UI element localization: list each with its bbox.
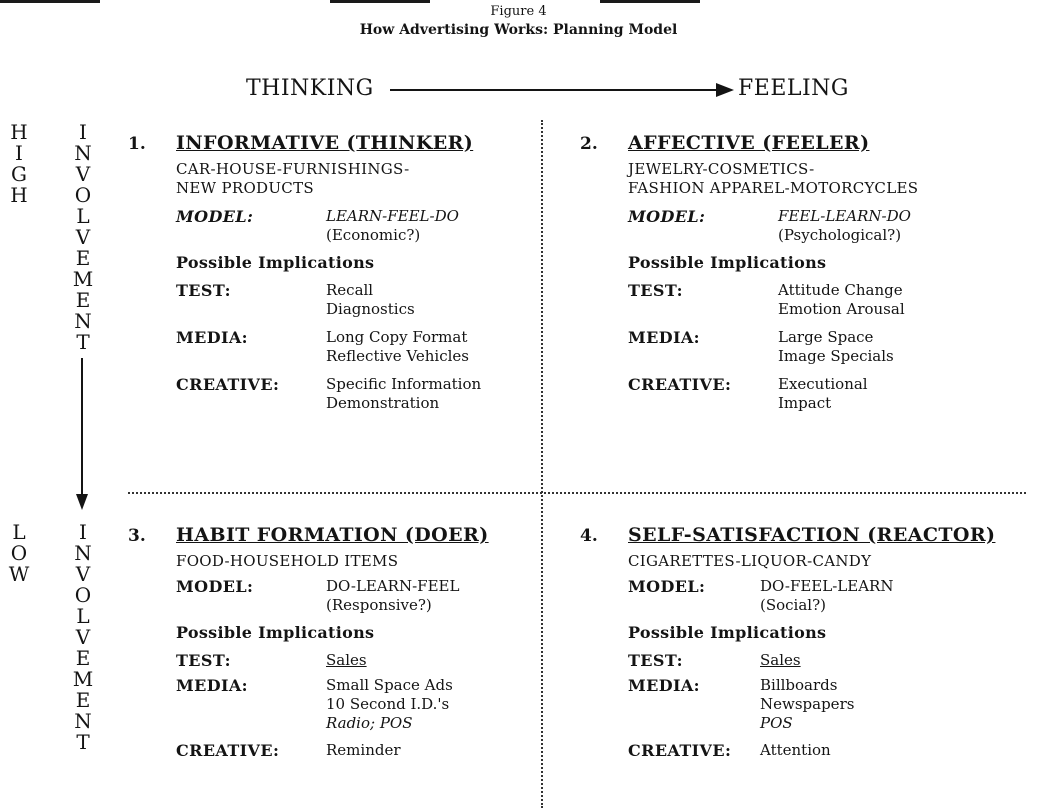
involvement-letter: T	[76, 730, 90, 754]
test-label: TEST:	[628, 281, 683, 300]
model-row	[628, 577, 1028, 615]
test-label: TEST:	[176, 651, 231, 670]
model-line: (Economic?)	[326, 226, 421, 244]
high-letter: I	[15, 141, 23, 165]
media-line: POS	[760, 714, 793, 732]
implications-label: Possible Implications	[176, 253, 375, 272]
test-row	[176, 651, 536, 670]
test-row	[176, 281, 536, 319]
creative-line: Attention	[760, 741, 831, 759]
high-letter: G	[11, 162, 27, 186]
high-involvement-label	[72, 122, 94, 353]
creative-value	[326, 375, 481, 413]
media-line: Long Copy Format	[326, 328, 468, 346]
model-value	[760, 577, 893, 615]
test-row	[628, 281, 1028, 319]
creative-row	[628, 741, 1028, 760]
quadrant-number: 4.	[580, 526, 598, 546]
test-line: Sales	[326, 651, 367, 669]
model-label: MODEL:	[628, 577, 706, 596]
involvement-letter: I	[79, 120, 87, 144]
media-label: MEDIA:	[176, 676, 248, 695]
involvement-letter: V	[75, 162, 91, 186]
test-value	[760, 651, 801, 670]
quadrant-header	[580, 132, 1028, 154]
quadrant-title: HABIT FORMATION (DOER)	[176, 524, 489, 546]
test-label: TEST:	[628, 651, 683, 670]
test-value	[326, 651, 367, 670]
product-line: FASHION APPAREL-MOTORCYCLES	[628, 179, 919, 197]
model-row	[176, 207, 536, 245]
model-line: (Social?)	[760, 596, 826, 614]
vertical-divider	[541, 120, 543, 808]
involvement-letter: M	[72, 667, 94, 691]
involvement-letter: V	[75, 225, 91, 249]
involvement-letter: E	[75, 646, 91, 670]
media-line: Large Space	[778, 328, 874, 346]
test-line: Diagnostics	[326, 300, 415, 318]
involvement-letter: E	[75, 246, 91, 270]
creative-row	[628, 375, 1028, 413]
test-line: Emotion Arousal	[778, 300, 905, 318]
involvement-letter: L	[76, 204, 90, 228]
axis-thinking: THINKING	[246, 76, 374, 101]
test-line: Sales	[760, 651, 801, 669]
test-line: Recall	[326, 281, 374, 299]
model-line: (Responsive?)	[326, 596, 432, 614]
involvement-letter: N	[74, 141, 92, 165]
involvement-letter: O	[74, 583, 92, 607]
top-rule-left	[0, 0, 100, 3]
media-value	[778, 328, 894, 366]
media-row	[628, 328, 1028, 366]
involvement-letter: V	[75, 625, 91, 649]
top-rule-middle	[330, 0, 430, 3]
quadrant-affective	[580, 132, 1028, 413]
media-line: Image Specials	[778, 347, 894, 365]
horizontal-divider	[128, 492, 1026, 494]
media-row	[176, 676, 536, 733]
involvement-letter: N	[74, 309, 92, 333]
creative-line: Impact	[778, 394, 832, 412]
creative-line: Demonstration	[326, 394, 440, 412]
product-line: CAR-HOUSE-FURNISHINGS-	[176, 160, 410, 178]
low-involvement-label	[72, 522, 94, 753]
model-line: (Psychological?)	[778, 226, 902, 244]
creative-value	[760, 741, 831, 760]
involvement-letter: E	[75, 688, 91, 712]
high-letter: H	[10, 183, 28, 207]
involvement-letter: V	[75, 562, 91, 586]
axis-arrow-line	[390, 89, 720, 91]
model-line: FEEL-LEARN-DO	[778, 207, 911, 225]
figure-label: Figure 4	[490, 4, 547, 19]
quadrant-products	[176, 160, 536, 198]
creative-label: CREATIVE:	[176, 741, 280, 760]
involvement-letter: E	[75, 288, 91, 312]
test-label: TEST:	[176, 281, 231, 300]
model-line: DO-FEEL-LEARN	[760, 577, 894, 595]
test-value	[326, 281, 415, 319]
test-line: Attitude Change	[778, 281, 903, 299]
involvement-letter: T	[76, 330, 90, 354]
quadrant-products	[628, 552, 1028, 571]
creative-value	[778, 375, 868, 413]
high-label	[8, 122, 30, 206]
media-row	[176, 328, 536, 366]
quadrant-products	[628, 160, 1028, 198]
media-label: MEDIA:	[176, 328, 248, 347]
quadrant-number: 1.	[128, 134, 146, 154]
creative-line: Reminder	[326, 741, 401, 759]
creative-value	[326, 741, 401, 760]
product-line: FOOD-HOUSEHOLD ITEMS	[176, 552, 399, 570]
media-line: Reflective Vehicles	[326, 347, 469, 365]
media-line: Radio; POS	[326, 714, 413, 732]
involvement-letter: O	[74, 183, 92, 207]
low-letter: O	[10, 541, 28, 565]
creative-label: CREATIVE:	[176, 375, 280, 394]
media-label: MEDIA:	[628, 676, 700, 695]
high-letter: H	[10, 120, 28, 144]
quadrant-title: INFORMATIVE (THINKER)	[176, 132, 474, 154]
model-row	[628, 207, 1028, 245]
media-value	[760, 676, 854, 733]
model-label: MODEL:	[176, 207, 254, 226]
product-line: CIGARETTES-LIQUOR-CANDY	[628, 552, 872, 570]
involvement-letter: M	[72, 267, 94, 291]
model-label: MODEL:	[176, 577, 254, 596]
media-line: Newspapers	[760, 695, 855, 713]
quadrant-title: SELF-SATISFACTION (REACTOR)	[628, 524, 996, 546]
involvement-arrow-line	[81, 358, 83, 496]
low-letter: L	[12, 520, 26, 544]
involvement-letter: N	[74, 541, 92, 565]
model-line: DO-LEARN-FEEL	[326, 577, 460, 595]
quadrant-header	[128, 524, 536, 546]
involvement-letter: L	[76, 604, 90, 628]
media-line: 10 Second I.D.'s	[326, 695, 450, 713]
implications-label: Possible Implications	[628, 623, 827, 642]
model-value	[326, 207, 459, 245]
figure-title: How Advertising Works: Planning Model	[359, 22, 678, 38]
model-line: LEARN-FEEL-DO	[326, 207, 459, 225]
creative-row	[176, 741, 536, 760]
creative-label: CREATIVE:	[628, 375, 732, 394]
creative-label: CREATIVE:	[628, 741, 732, 760]
axis-feeling: FEELING	[738, 76, 850, 101]
model-row	[176, 577, 536, 615]
implications-label: Possible Implications	[176, 623, 375, 642]
quadrant-number: 3.	[128, 526, 146, 546]
test-row	[628, 651, 1028, 670]
creative-line: Specific Information	[326, 375, 482, 393]
quadrant-title: AFFECTIVE (FEELER)	[628, 132, 870, 154]
media-value	[326, 676, 453, 733]
model-value	[778, 207, 911, 245]
involvement-arrow-head	[76, 494, 88, 510]
product-line: JEWELRY-COSMETICS-	[628, 160, 815, 178]
quadrant-informative	[128, 132, 536, 413]
quadrant-header	[580, 524, 1028, 546]
implications-label: Possible Implications	[628, 253, 827, 272]
quadrant-header	[128, 132, 536, 154]
media-label: MEDIA:	[628, 328, 700, 347]
quadrant-self-satisfaction	[580, 524, 1028, 760]
involvement-letter: I	[79, 520, 87, 544]
media-line: Billboards	[760, 676, 838, 694]
involvement-letter: N	[74, 709, 92, 733]
axis-arrow-head	[716, 83, 734, 97]
top-rule-right	[600, 0, 700, 3]
model-value	[326, 577, 459, 615]
low-letter: W	[8, 562, 30, 586]
creative-row	[176, 375, 536, 413]
test-value	[778, 281, 905, 319]
quadrant-products	[176, 552, 536, 571]
media-line: Small Space Ads	[326, 676, 453, 694]
product-line: NEW PRODUCTS	[176, 179, 314, 197]
media-value	[326, 328, 469, 366]
quadrant-habit-formation	[128, 524, 536, 760]
quadrant-number: 2.	[580, 134, 598, 154]
creative-line: Executional	[778, 375, 868, 393]
media-row	[628, 676, 1028, 733]
model-label: MODEL:	[628, 207, 706, 226]
low-label	[8, 522, 30, 585]
